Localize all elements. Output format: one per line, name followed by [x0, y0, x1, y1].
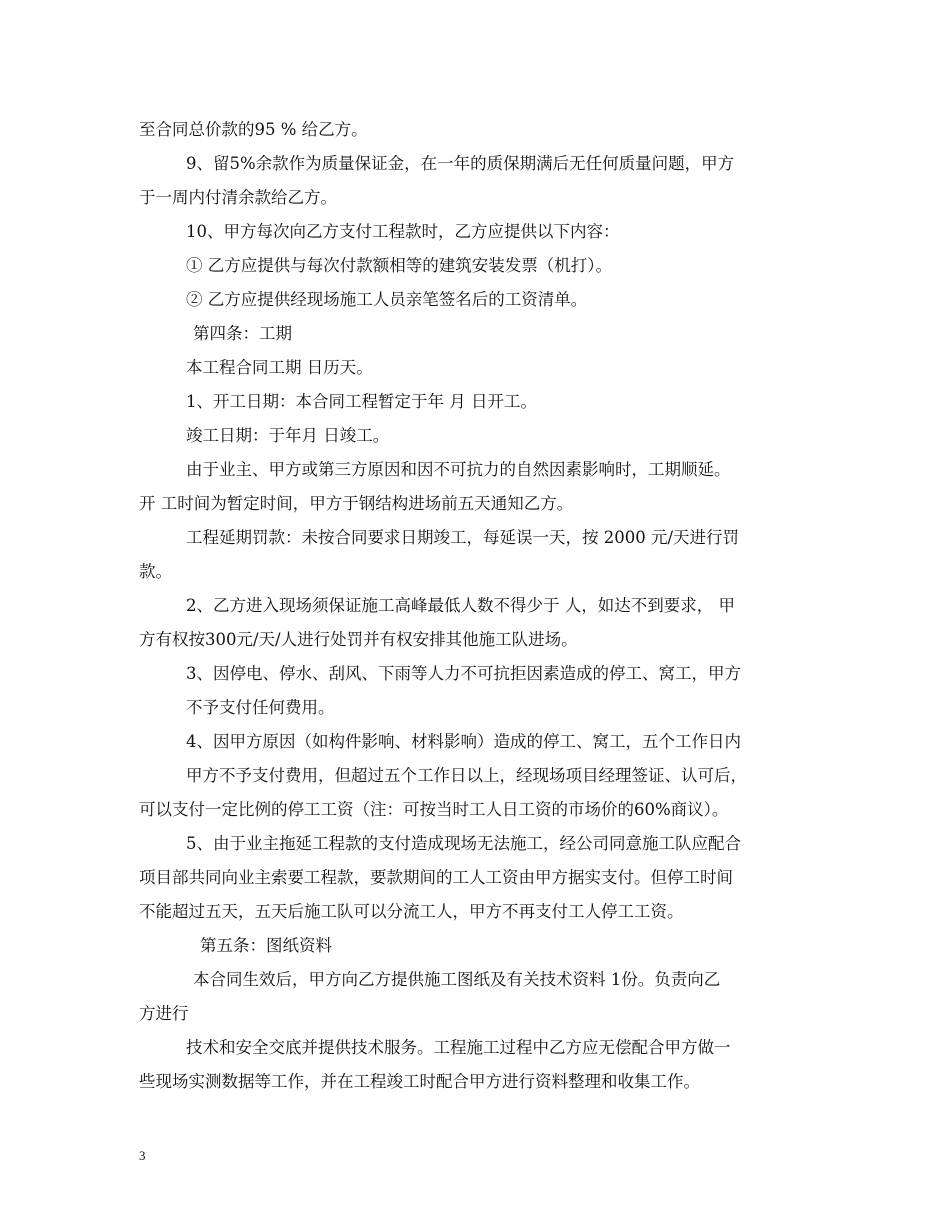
text-line: 方进行	[139, 1004, 189, 1023]
text-line: 款。	[139, 562, 172, 581]
text-line: 由于业主、甲方或第三方原因和因不可抗力的自然因素影响时，工期顺延。	[186, 460, 731, 479]
text-line: 开 工时间为暂定时间，甲方于钢结构进场前五天通知乙方。	[139, 494, 574, 513]
text-line: 1、开工日期：本合同工程暂定于年 月 日开工。	[186, 392, 537, 411]
text-line: 至合同总价款的95 % 给乙方。	[139, 120, 368, 139]
text-line: 不能超过五天，五天后施工队可以分流工人，甲方不再支付工人停工工资。	[139, 902, 684, 921]
text-line: 工程延期罚款：未按合同要求日期竣工，每延误一天，按 2000 元/天进行罚	[186, 528, 740, 547]
text-line: 5、由于业主拖延工程款的支付造成现场无法施工，经公司同意施工队应配合	[186, 834, 741, 853]
text-line: 2、乙方进入现场须保证施工高峰最低人数不得少于 人，如达不到要求， 甲	[186, 596, 735, 615]
text-line: 可以支付一定比例的停工工资（注：可按当时工人日工资的市场价的60%商议）。	[139, 800, 729, 819]
text-line: 竣工日期：于年月 日竣工。	[186, 426, 390, 445]
section-heading: 第四条：工期	[193, 324, 292, 343]
text-line: 不予支付任何费用。	[186, 698, 335, 717]
text-line: 技术和安全交底并提供技术服务。工程施工过程中乙方应无偿配合甲方做一	[186, 1038, 731, 1057]
text-line: 于一周内付清余款给乙方。	[139, 188, 337, 207]
text-line: 甲方不予支付费用，但超过五个工作日以上，经现场项目经理签证、认可后，	[186, 766, 747, 785]
text-line: 本工程合同工期 日历天。	[186, 358, 373, 377]
section-heading: 第五条：图纸资料	[200, 936, 332, 955]
text-line: ② 乙方应提供经现场施工人员亲笔签名后的工资清单。	[186, 290, 588, 309]
page-number: 3	[139, 1148, 146, 1163]
text-line: 10、甲方每次向乙方支付工程款时，乙方应提供以下内容：	[186, 222, 620, 241]
text-line: 9、留5%余款作为质量保证金，在一年的质保期满后无任何质量问题，甲方	[186, 154, 735, 173]
text-line: 些现场实测数据等工作，并在工程竣工时配合甲方进行资料整理和收集工作。	[139, 1072, 700, 1091]
text-line: 3、因停电、停水、刮风、下雨等人力不可抗拒因素造成的停工、窝工，甲方	[186, 664, 741, 683]
text-line: 4、因甲方原因（如构件影响、材料影响）造成的停工、窝工，五个工作日内	[186, 732, 741, 751]
text-line: 方有权按300元/天/人进行处罚并有权安排其他施工队进场。	[139, 630, 578, 649]
text-line: 本合同生效后，甲方向乙方提供施工图纸及有关技术资料 1份。负责向乙	[193, 970, 721, 989]
text-line: ① 乙方应提供与每次付款额相等的建筑安装发票（机打）。	[186, 256, 612, 275]
text-line: 项目部共同向业主索要工程款，要款期间的工人工资由甲方据实支付。但停工时间	[139, 868, 733, 887]
